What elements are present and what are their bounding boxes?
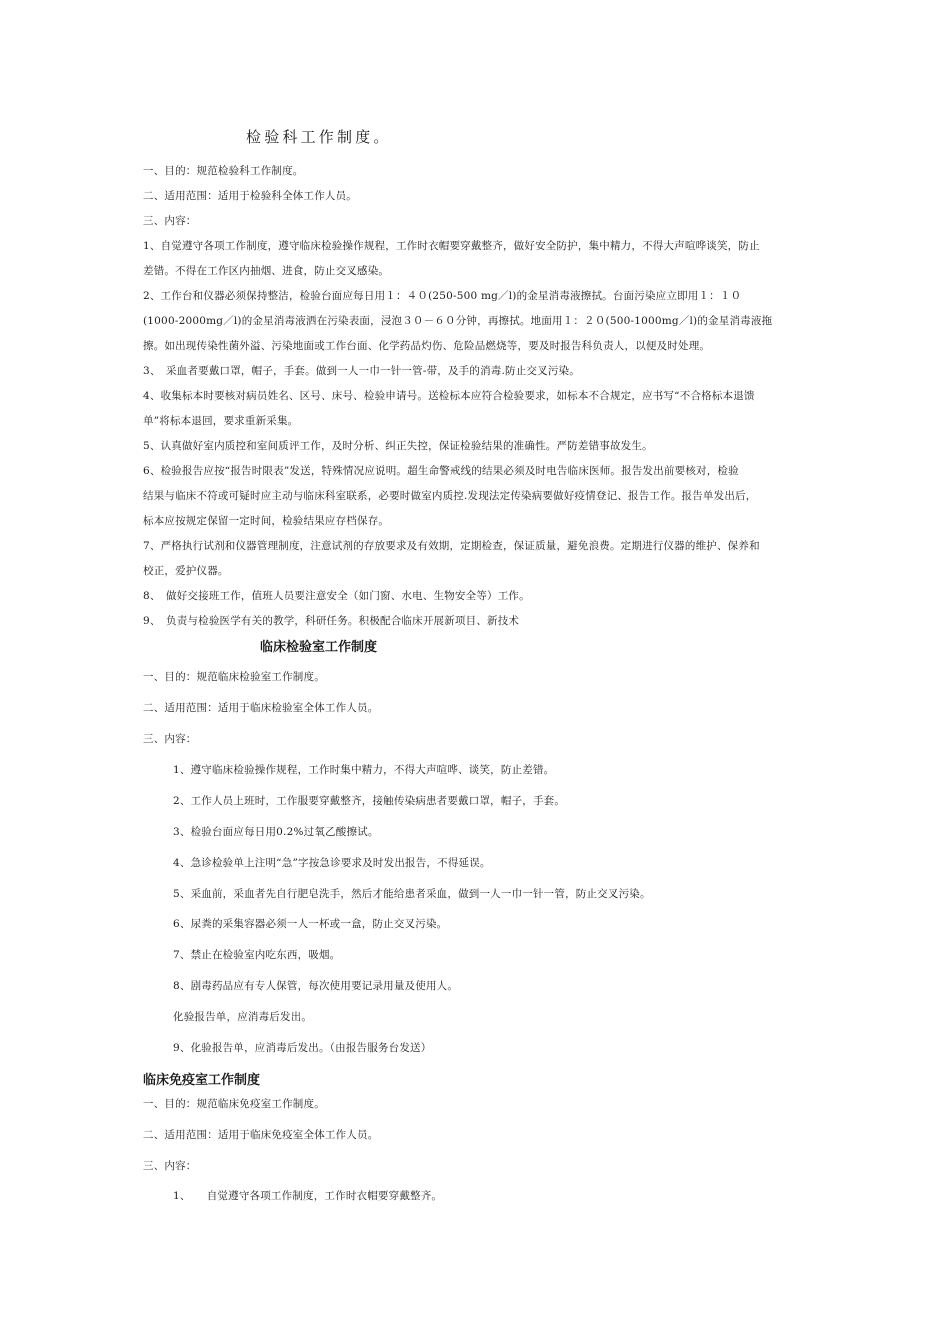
s1-line-11: 单”将标本退回，要求重新采集。 (143, 415, 299, 427)
section1-title: 检验科工作制度。 (246, 128, 392, 146)
s1-line-2: 二、适用范围：适用于检验科全体工作人员。 (143, 190, 357, 202)
s1-line-6: 2、工作台和仪器必须保持整洁，检验台面应每日用１：４０(250-500 mg／l)的金星消毒液擦拭。台面污染应立即用１：１０ (143, 290, 742, 302)
s2-line-4: 1、遵守临床检验操作规程，工作时集中精力，不得大声喧哗、谈笑，防止差错。 (173, 764, 555, 776)
s1-line-8: 擦。如出现传染性菌外溢、污染地面或工作台面、化学药品灼伤、危险品燃烧等，要及时报告科负责人，以便及时处理。 (143, 340, 711, 352)
s2-line-10: 7、禁止在检验室内吃东西，吸烟。 (173, 949, 341, 961)
s1-line-18: 8、 做好交接班工作，值班人员要注意安全（如门窗、水电、生物安全等）工作。 (143, 590, 530, 602)
s2-line-1: 一、目的：规范临床检验室工作制度。 (143, 671, 325, 683)
s1-line-1: 一、目的：规范检验科工作制度。 (143, 165, 304, 177)
s2-line-7: 4、急诊检验单上注明“急”字按急诊要求及时发出报告，不得延误。 (173, 857, 491, 869)
s3-line-1: 一、目的：规范临床免疫室工作制度。 (143, 1098, 325, 1110)
s1-line-15: 标本应按规定保留一定时间，检验结果应存档保存。 (143, 515, 390, 527)
s1-line-13: 6、检验报告应按“报告时限表”发送，特殊情况应说明。超生命警戒线的结果必须及时电告临床医师。报告发出前要核对，检验 (143, 465, 739, 477)
section3-title: 临床免疫室工作制度 (143, 1073, 261, 1088)
s1-line-7: (1000-2000mg／l)的金星消毒液洒在污染表面，浸泡３０－６０分钟，再擦拭。地面用１：２０(500-1000mg／l)的金星消毒液拖 (143, 315, 773, 327)
s1-line-5: 差错。不得在工作区内抽烟、进食，防止交叉感染。 (143, 265, 390, 277)
s1-line-16: 7、严格执行试剂和仪器管理制度，注意试剂的存放要求及有效期，定期检查，保证质量，避免浪费。定期进行仪器的维护、保养和 (143, 540, 760, 552)
s1-line-3: 三、内容： (143, 215, 197, 227)
s2-line-2: 二、适用范围：适用于临床检验室全体工作人员。 (143, 702, 379, 714)
s1-line-9: 3、 采血者要戴口罩，帽子，手套。做到一人一巾一针一管-带，及手的消毒.防止交叉污染。 (143, 365, 580, 377)
s2-line-11: 8、剧毒药品应有专人保管，每次使用要记录用量及使用人。 (173, 980, 459, 992)
s2-line-5: 2、工作人员上班时，工作服要穿戴整齐，接触传染病患者要戴口罩，帽子，手套。 (173, 795, 566, 807)
s3-line-2: 二、适用范围：适用于临床免疫室全体工作人员。 (143, 1129, 379, 1141)
s2-line-6: 3、检验台面应每日用0.2%过氧乙酸擦试。 (173, 826, 379, 838)
s1-line-10: 4、收集标本时要核对病员姓名、区号、床号、检验申请号。送检标本应符合检验要求，如标本不合规定，应书写“不合格标本退馈 (143, 390, 755, 402)
s1-line-19: 9、 负责与检验医学有关的教学，科研任务。积极配合临床开展新项目、新技术 (143, 615, 520, 627)
s2-line-13: 9、化验报告单，应消毒后发出。（由报告服务台发送） (173, 1042, 432, 1054)
s1-line-12: 5、认真做好室内质控和室间质评工作，及时分析、纠正失控，保证检验结果的准确性。严防差错事故发生。 (143, 440, 653, 452)
s3-line-3: 三、内容： (143, 1160, 197, 1172)
s1-line-4: 1、自觉遵守各项工作制度，遵守临床检验操作规程，工作时衣帽要穿戴整齐，做好安全防护，集中精力，不得大声喧哗谈笑，防止 (143, 240, 760, 252)
s2-line-3: 三、内容： (143, 733, 197, 745)
s2-line-8: 5、采血前，采血者先自行肥皂洗手，然后才能给患者采血，做到一人一巾一针一管，防止交叉污染。 (173, 888, 651, 900)
section2-title: 临床检验室工作制度 (260, 640, 378, 655)
s1-line-14: 结果与临床不符或可疑时应主动与临床科室联系，必要时做室内质控.发现法定传染病要做好疫情登记、报告工作。报告单发出后， (143, 490, 757, 502)
s1-line-17: 校正，爱护仪器。 (143, 565, 229, 577)
s2-line-9: 6、尿粪的采集容器必须一人一杯或一盒，防止交叉污染。 (173, 918, 448, 930)
s2-line-12: 化验报告单，应消毒后发出。 (173, 1011, 313, 1023)
s3-line-4: 1、 自觉遵守各项工作制度，工作时衣帽要穿戴整齐。 (173, 1190, 443, 1202)
